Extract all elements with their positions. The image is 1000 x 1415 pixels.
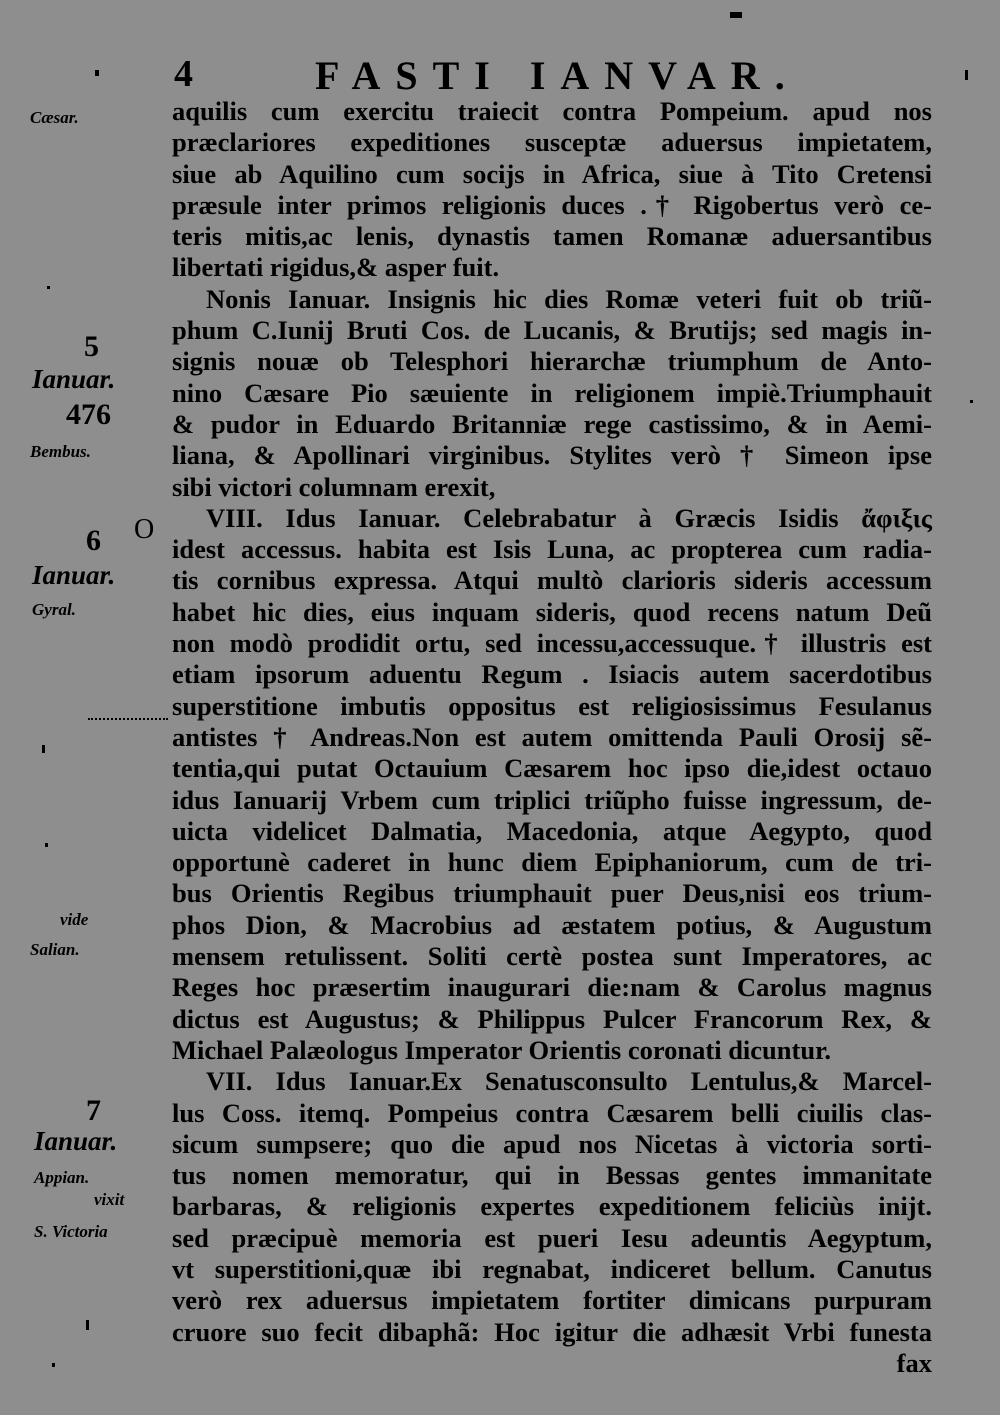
text-line: dictus est Augustus; & Philippus Pulcer Francorum Rex, & <box>172 1003 932 1034</box>
text-line: antistes † Andreas.Non est autem omittenda Pauli Orosij sẽ- <box>172 721 932 752</box>
text-line: & pudor in Eduardo Britanniæ rege castissimo, & in Aemi- <box>172 408 932 439</box>
margin-note-caesar: Cæsar. <box>30 108 79 127</box>
margin-source-victoria: S. Victoria <box>34 1222 108 1241</box>
text-line: tus nomen memoratur, qui in Bessas gentes immanitate <box>172 1160 932 1191</box>
margin-rule <box>88 718 168 720</box>
margin-date-number: 7 <box>86 1094 101 1127</box>
text-line: verò rex aduersus impietatem fortiter dimicans purpuram <box>172 1285 932 1316</box>
text-line: præclariores expeditiones susceptæ aduersus impietatem, <box>172 127 932 158</box>
ink-speck <box>730 12 742 18</box>
text-line: opportunè caderet in hunc diem Epiphaniorum, cum de tri- <box>172 847 932 878</box>
text-line: sed præcipuè memoria est pueri Iesu adeuntis Aegyptum, <box>172 1222 932 1253</box>
margin-date-number: 5 <box>84 330 99 363</box>
margin-source-salian: Salian. <box>30 940 80 959</box>
margin-date-number: 6 <box>86 524 101 557</box>
text-line: Nonis Ianuar. Insignis hic dies Romæ veteri fuit ob triũ- <box>206 283 932 314</box>
text-line: Reges hoc præsertim inaugurari die:nam & Carolus magnus <box>172 972 932 1003</box>
text-line: habet hic dies, eius inquam sideris, quod recens natum Deũ <box>172 596 932 627</box>
ink-speck <box>52 1363 55 1367</box>
margin-glyph: O <box>134 514 155 545</box>
margin-year: 476 <box>66 398 111 431</box>
text-line: Michael Palæologus Imperator Orientis coronati dicuntur. <box>172 1034 832 1065</box>
text-line: VIII. Idus Ianuar. Celebrabatur à Græcis Isidis ἄφιξις <box>206 502 932 533</box>
page-number: 4 <box>174 53 193 95</box>
page-header <box>170 52 940 100</box>
text-line: VII. Idus Ianuar.Ex Senatusconsulto Lentulus,& Marcel- <box>206 1066 932 1097</box>
text-line: mensem retulissent. Soliti certè postea sunt Imperatores, ac <box>172 941 932 972</box>
ink-speck <box>45 843 48 847</box>
text-line: phos Dion, & Macrobius ad æstatem potius, & Augustum <box>172 909 932 940</box>
text-line: teris mitis,ac lenis, dynastis tamen Romanæ aduersantibus <box>172 221 932 252</box>
ink-speck <box>965 70 968 80</box>
margin-date-month: Ianuar. <box>32 364 116 394</box>
margin-date-month: Ianuar. <box>34 1126 118 1156</box>
ink-speck <box>95 70 99 76</box>
text-line: sibi victori columnam erexit, <box>172 471 496 502</box>
text-line: siue ab Aquilino cum socijs in Africa, siue à Tito Cretensi <box>172 158 932 189</box>
body-text <box>172 96 932 1379</box>
text-line: lus Coss. itemq. Pompeius contra Cæsarem belli ciuilis clas- <box>172 1097 932 1128</box>
text-line: aquilis cum exercitu traiecit contra Pompeium. apud nos <box>172 96 932 126</box>
text-line: vt superstitioni,quæ ibi regnabat, indiceret bellum. Canutus <box>172 1253 932 1284</box>
text-line: idest accessus. habita est Isis Luna, ac propterea cum radia- <box>172 534 932 565</box>
text-line: nino Cæsare Pio sæuiente in religionem impiè.Triumphauit <box>172 377 932 408</box>
margin-source-bembus: Bembus. <box>30 442 91 461</box>
text-line: non modò prodidit ortu, sed incessu,accessuque.† illustris est <box>172 628 932 659</box>
running-head: FASTI IANVAR. <box>315 53 800 98</box>
text-line: præsule inter primos religionis duces .† Rigobertus verò ce- <box>172 189 932 220</box>
text-line: libertati rigidus,& asper fuit. <box>172 252 500 283</box>
text-line: idus Ianuarij Vrbem cum triplici triũpho fuisse ingressum, de- <box>172 784 932 815</box>
text-line: phum C.Iunij Bruti Cos. de Lucanis, & Brutijs; sed magis in- <box>172 315 932 346</box>
catchword: fax <box>896 1347 932 1378</box>
text-line: sicum sumpsere; quo die apud nos Nicetas à victoria sorti- <box>172 1128 932 1159</box>
ink-speck <box>47 286 50 289</box>
text-line: superstitione imbutis oppositus est religiosissimus Fesulanus <box>172 690 932 721</box>
text-line: uicta videlicet Dalmatia, Macedonia, atque Aegypto, quod <box>172 815 932 846</box>
text-line: cruore suo fecit dibaphã: Hoc igitur die adhæsit Vrbi funesta <box>172 1316 932 1347</box>
text-line: bus Orientis Regibus triumphauit puer Deus,nisi eos trium- <box>172 878 932 909</box>
margin-date-month: Ianuar. <box>32 560 116 590</box>
ink-speck <box>86 1320 89 1330</box>
text-line: liana, & Apollinari virginibus. Stylites verò † Simeon ipse <box>172 440 932 471</box>
text-line: tentia,qui putat Octauium Cæsarem hoc ipso die,idest octauo <box>172 753 932 784</box>
margin-note-vide: vide <box>60 910 89 929</box>
margin-source-gyral: Gyral. <box>32 600 76 619</box>
ink-speck <box>42 745 45 753</box>
margin-source-note: vixit <box>94 1190 125 1209</box>
text-line: etiam ipsorum aduentu Regum . Isiacis autem sacerdotibus <box>172 659 932 690</box>
text-line: tis cornibus expressa. Atqui multò clarioris sideris accessum <box>172 565 932 596</box>
text-line: barbaras, & religionis expertes expeditionem feliciùs inijt. <box>172 1191 932 1222</box>
margin-source-appian: Appian. <box>34 1168 90 1187</box>
ink-speck <box>970 400 973 403</box>
text-line: signis nouæ ob Telesphori hierarchæ triumphum de Anto- <box>172 346 932 377</box>
